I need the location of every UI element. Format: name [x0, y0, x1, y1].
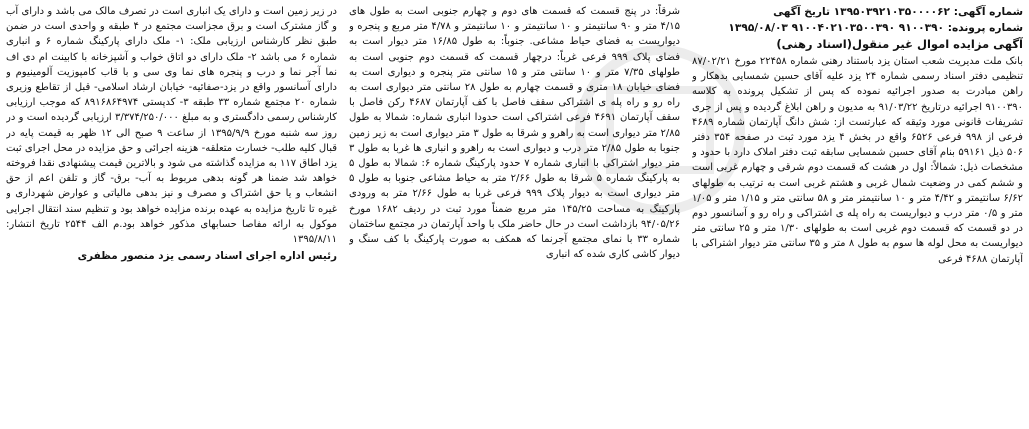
column-right	[692, 4, 1023, 425]
column-middle-text: شرقاً: در پنج قسمت که قسمت های دوم و چهارم جنوبی است به طول های ۴/۱۵ متر و ۹۰ سانتیمتر و ۱۰ سانتیمتر و ۱۰ سانتیمتر و ۴/۷۸ متر مربع و پنجره و دیواریست به فضای حیاط مشاعی. جنوباً: به طول ۱۶/۸۵ متر دیوار است به فضای پلاک ۹۹۹ فرعی غرباً: درچهار قسمت که قسمت دوم جنوبی است به طولهای ۷/۳۵ متر و ۱۰ سانتی متر و ۱۵ سانتی متر پنجره و دیواری است به فضای خیابان ۱۸ متری و قسمت چهارم به طول ۲۸ سانتی متر دیواری است به راه رو و راه پله ی اشتراکی سقف فاصل با کف آپارتمان ۴۶۸۷ رکن فاصل با سقف آپارتمان ۴۶۹۱ فرعی اشتراکی است حدودا انباری شماره: شمالا به طول ۲/۸۵ متر دیواری است به راهرو و شرقا به طول ۳ متر دیواری است به زیر زمین جنوبا به طول ۲/۸۵ متر درب و دیواری است به راهرو و انباری ها غربا به طول ۳ متر دیوار اشتراکی با انباری شماره ۷ حدود پارکینگ شماره ۶: شمالا به طول ۵ به پارکینگ شماره ۵ شرقا به طول ۲/۶۶ متر به حیاط مشاعی جنوبا به طول ۵ متر دیواری است به دیوار پلاک ۹۹۹ فرعی غربا به طول ۲/۶۶ متر به ورودی پارکینگ به مساحت ۱۴۵/۲۵ متر مربع ضمناً مورد ثبت در ردیف ۱۶۸۲ مورخ ۹۴/۰۵/۲۶ بازداشت است در حال حاضر ملک با واحد آپارتمان در مجتمع ساختمان شماره ۳۳ با نمای مجتمع آجرنما که همکف به صورت پارکینگ با کف سنگ و دیوار کاشی کاری شده که انباری	[349, 6, 680, 261]
column-left-text: در زیر زمین است و دارای یک انباری است در تصرف مالک می باشد و دارای آب و گاز مشترک است و برق مجزاست مجتمع در ۴ طبقه و واحدی است در ضمن طبق نظر کارشناس ارزیابی ملک: ۱- ملک دارای پارکینگ شماره ۶ و انباری شماره ۶ می باشد ۲- ملک دارای دو اتاق خواب و آشپزخانه با کابینت ام دی اف نما آجر نما و درب و پنجره های نما وی سی و با قاب کامپوزیت آلومینیوم و دارای آسانسور واقع در یزد-صفائیه- خیابان ارشاد اسلامی- قبل از تقاطع وزیری شماره ۲۰ مجتمع شماره ۳۳ طبقه ۳- کدپستی ۸۹۱۶۸۶۴۹۷۴ که موجب ارزیابی کارشناس رسمی دادگستری و به مبلغ ۳/۳۷۴/۲۵۰/۰۰۰ ارزیابی گردیده است و در روز سه شنبه مورخ ۱۳۹۵/۹/۹ از ساعت ۹ صبح الی ۱۲ ظهر به قیمت پایه در قبال کلیه طلب- خسارت متعلقه- هزینه اجرائی و حق مزایده در محل اجرای ثبت یزد اطاق ۱۱۷ به مزایده گذاشته می شود و بالاترین قیمت پیشنهادی نقدا فروخته خواهد شد ضمنا هر گونه بدهی مربوط به آب- برق- گاز و تلفن اعم از حق انشعاب و یا حق اشتراک و مصرف و نیز بدهی مالیاتی و عوارض شهرداری و غیره تا تاریخ مزایده به عهده برنده مزایده خواهد بود و تنظیم سند انتقال اجرایی موکول به ارائه مفاصا حسابهای مذکور خواهد بود.م الف ۲۵۴۴ تاریخ انتشار: ۱۳۹۵/۸/۱۱	[6, 6, 337, 246]
column-right-text: بانک ملت مدیریت شعب استان یزد باستناد رهنی شماره ۲۲۴۵۸ مورخ ۸۷/۰۲/۲۱ تنظیمی دفتر اسناد رسمی شماره ۲۴ یزد علیه آقای حسین شمسایی بدهکار و راهن مبادرت به صدور اجرائیه نموده که پس از تشکیل پرونده به کلاسه ۹۱۰۰۳۹۰ اجرائیه درتاریخ ۹۱/۰۳/۲۲ به مدیون و راهن ابلاغ گردیده و پس از جری تشریفات قانونی مورد وثیقه که عبارتست از: شش دانگ آپارتمان شماره ۴۶۸۹ فرعی از ۹۹۸ فرعی ۶۵۲۶ واقع در بخش ۴ یزد مورد ثبت در صفحه ۳۵۴ دفتر ۵۰۶ ذیل ۵۹۱۶۱ بنام آقای حسین شمسایی سابقه ثبت دفتر املاک دارد با حدود و مشخصات ذیل: شمالاً: اول در هشت که قسمت دوم شرقی و چهارم غربی است و ششم کمی در وضعیت شمال غربی و هشتم غربی است به ترتیب به طولهای ۶/۶۲ سانتیمتر و ۴/۴۲ متر و ۱۰ سانتیمتر متر و ۵۸ سانتی متر و ۱/۱۵ متر و ۱/۰۵ متر و ۰/۵ متر درب و دیواریست به راه پله ی اشتراکی و راه رو و آسانسور دوم در دو قسمت که قسمت دوم غربی است به طولهای ۱/۳۰ متر و ۲۵ سانتی متر دیواریست به محل لوله ها سوم به طول ۸ متر و ۳۵ سانتی متر دیوار اشتراکی با آپارتمان ۴۶۸۸ فرعی	[692, 56, 1023, 265]
notice-title: آگهی مزایده اموال غیر منقول(اسناد رهنی)	[776, 37, 1023, 51]
ad-number-line: شماره آگهی: ۱۳۹۵۰۳۹۲۱۰۳۵۰۰۰۰۶۲ تاریخ آگهی	[773, 6, 1023, 18]
column-left	[6, 4, 337, 425]
signature: رئیس اداره اجرای اسناد رسمی یزد منصور مظفری	[77, 250, 337, 263]
file-number-line: شماره پرونده: ۹۱۰۰۳۹۰ ۹۱۰۰۴۰۲۱۰۳۵۰۰۳۹۰ ۱۳۹۵/۰۸/۰۳	[728, 22, 1023, 34]
column-middle	[349, 4, 680, 425]
